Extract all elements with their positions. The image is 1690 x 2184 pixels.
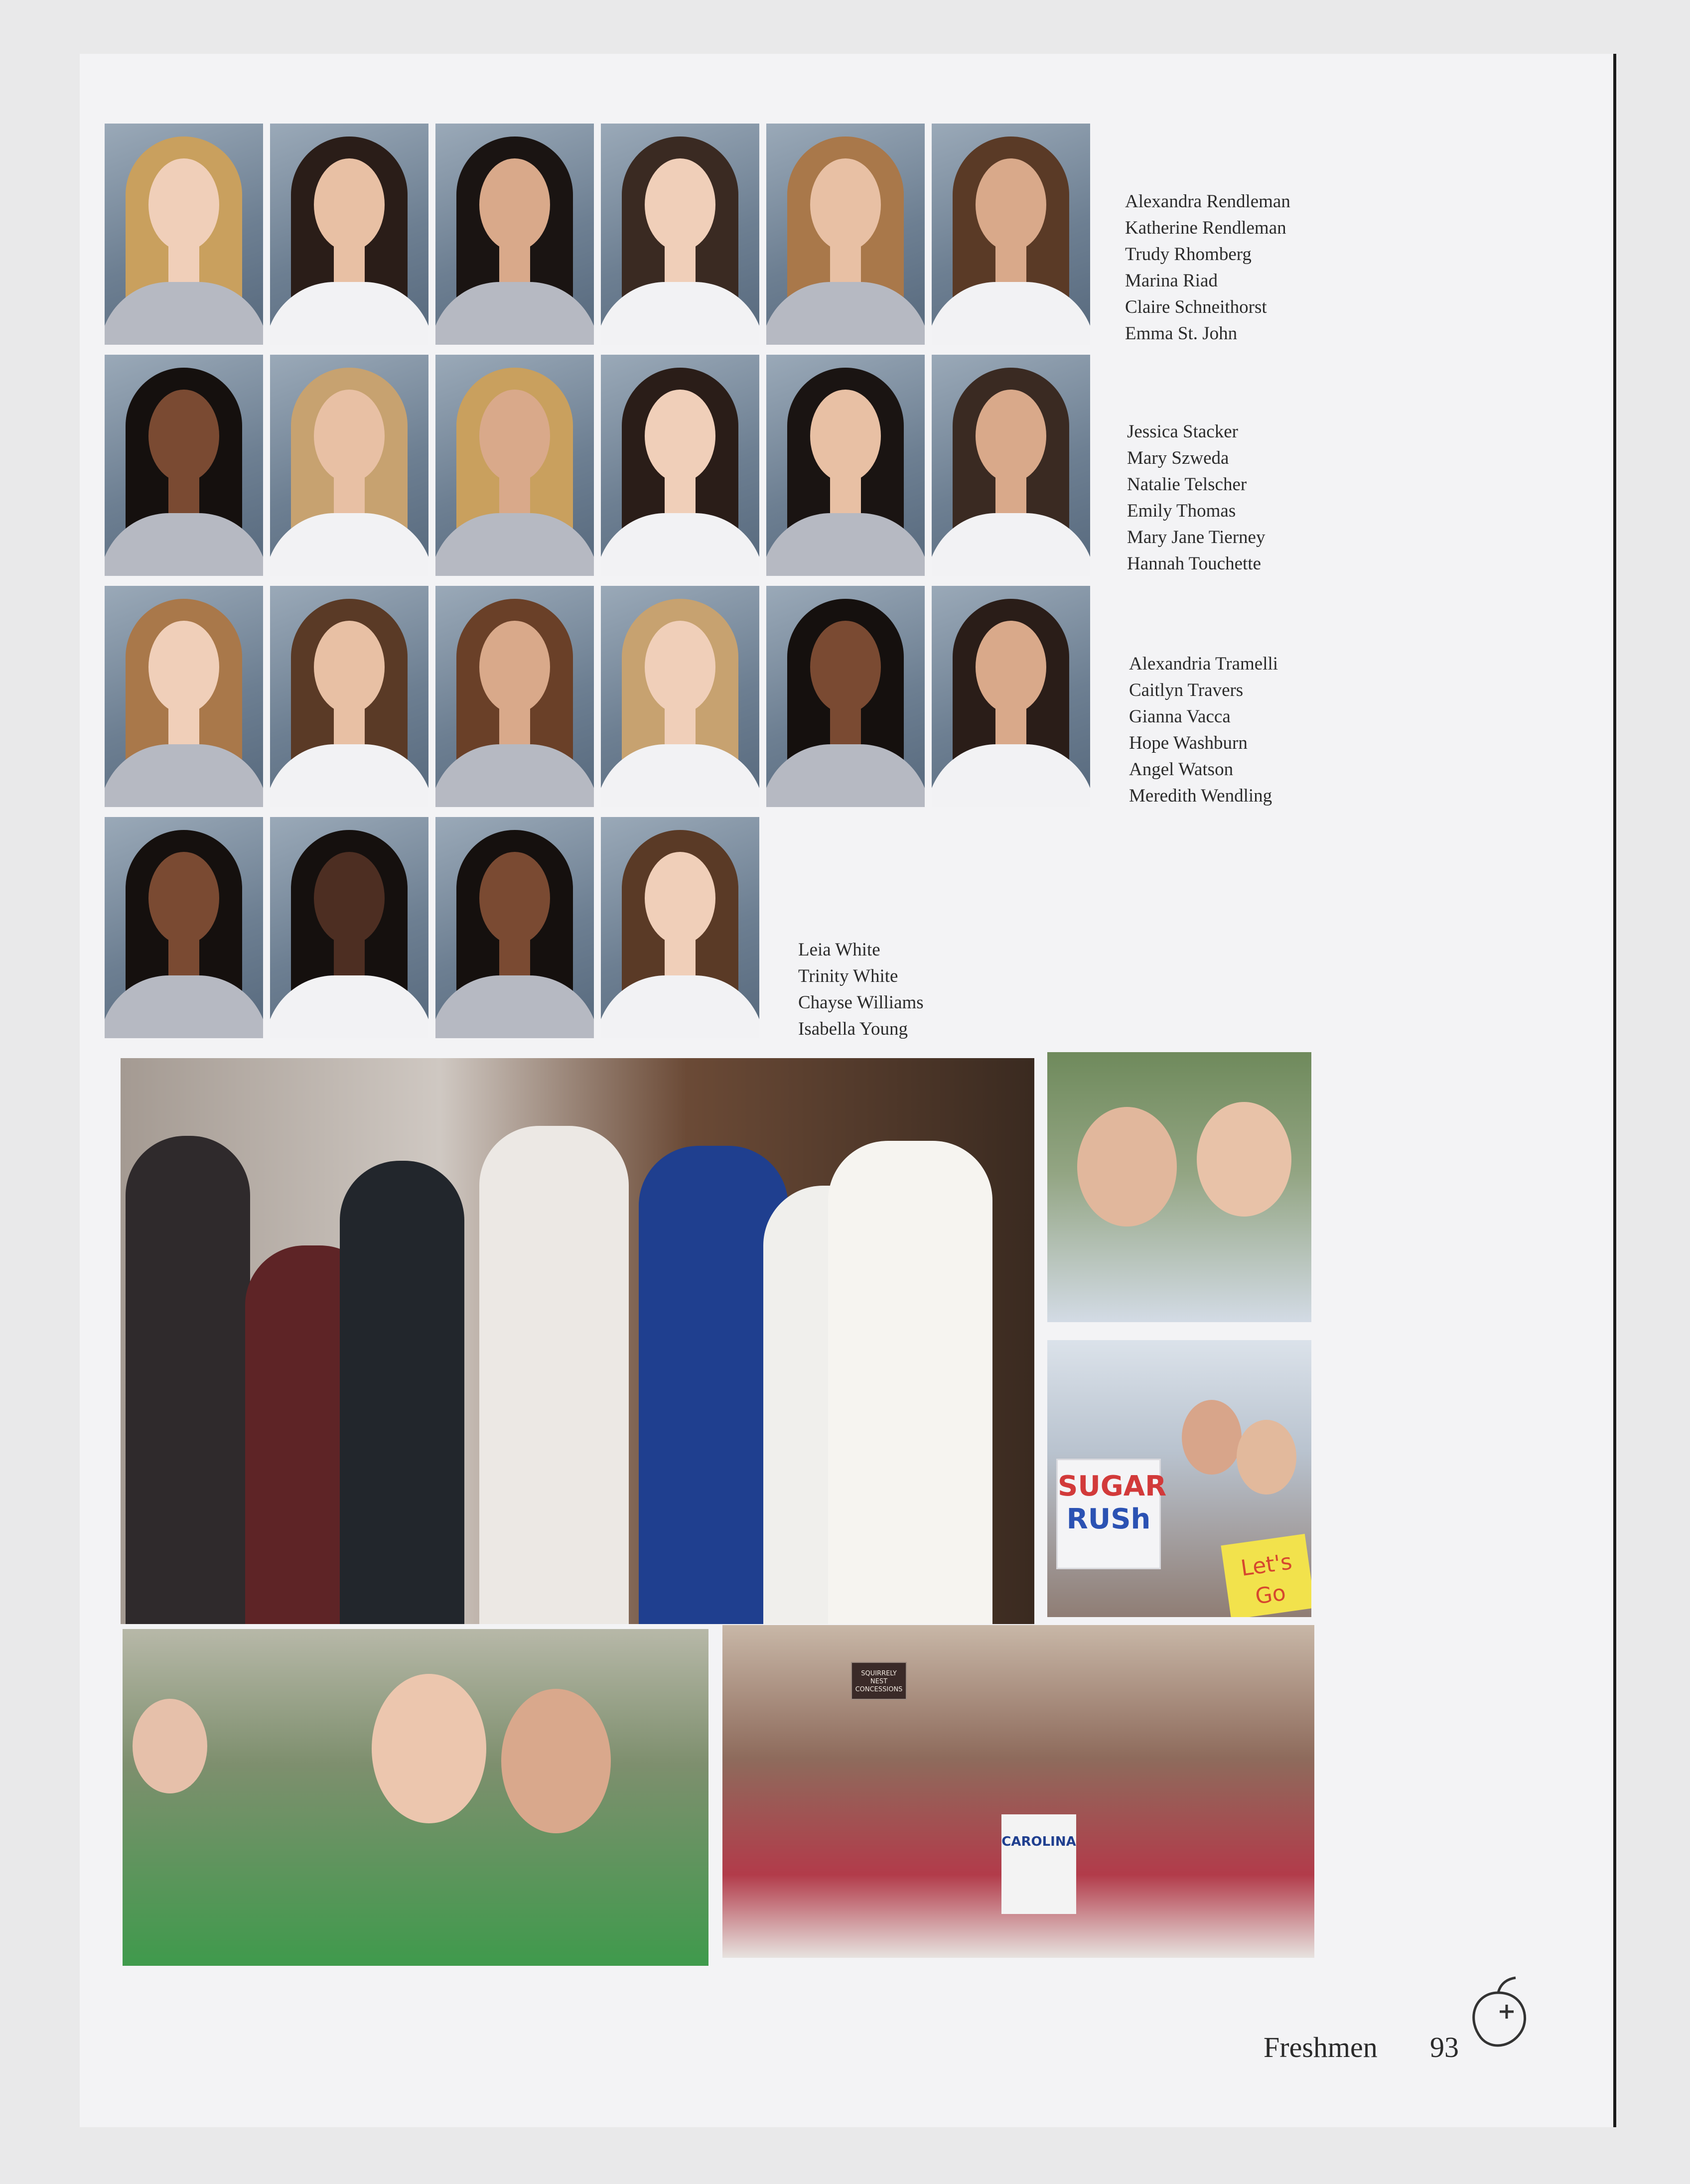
person-figure: [126, 1136, 250, 1624]
student-portrait: [105, 817, 263, 1038]
student-portrait: [105, 355, 263, 576]
portrait-face: [148, 390, 219, 482]
portrait-face: [645, 852, 715, 945]
student-name: Chayse Williams: [798, 992, 924, 1013]
student-portrait: [766, 586, 925, 807]
portrait-face: [810, 621, 881, 713]
name-list-row-1: [1125, 188, 1290, 347]
face: [1197, 1102, 1291, 1217]
face: [1077, 1107, 1177, 1227]
student-name: Meredith Wendling: [1129, 786, 1272, 806]
student-portrait: [601, 817, 759, 1038]
page-number: 93: [1430, 2031, 1459, 2063]
name-list-row-2: [1127, 418, 1265, 577]
student-name: Mary Szweda: [1127, 448, 1229, 468]
sign-word-sugar: SUGAR: [1058, 1470, 1167, 1502]
face: [372, 1674, 486, 1823]
portrait-face: [148, 852, 219, 945]
student-portrait: [270, 817, 428, 1038]
name-list-row-4: [798, 937, 924, 1042]
student-portrait: [435, 355, 594, 576]
face: [133, 1699, 207, 1793]
student-portrait: [105, 124, 263, 345]
student-name: Claire Schneithorst: [1125, 297, 1267, 317]
student-portrait: [766, 355, 925, 576]
student-name: Hannah Touchette: [1127, 553, 1261, 574]
face: [1182, 1400, 1242, 1475]
student-portrait: [435, 124, 594, 345]
portrait-face: [479, 158, 550, 251]
group-photo-formal-dresses: [121, 1058, 1034, 1624]
student-portrait: [601, 586, 759, 807]
portrait-face: [314, 390, 385, 482]
portrait-face: [976, 158, 1046, 251]
portrait-face: [976, 390, 1046, 482]
student-name: Hope Washburn: [1129, 733, 1248, 753]
student-portrait: [932, 586, 1090, 807]
student-portrait: [601, 124, 759, 345]
photo-group-hallway: [722, 1625, 1314, 1958]
carolina-shirt: CAROLINA: [1001, 1814, 1076, 1914]
person-figure: [479, 1126, 629, 1624]
student-portrait: [932, 355, 1090, 576]
portrait-face: [148, 158, 219, 251]
student-portrait: [105, 586, 263, 807]
portrait-face: [479, 852, 550, 945]
student-portrait: [435, 817, 594, 1038]
section-label: Freshmen: [1264, 2031, 1378, 2063]
person-figure: [828, 1141, 992, 1624]
name-list-row-3: [1129, 651, 1278, 809]
lets-go-sign: Let's Go: [1221, 1534, 1311, 1617]
portrait-face: [314, 852, 385, 945]
student-portrait: [270, 586, 428, 807]
student-portrait: [270, 124, 428, 345]
portrait-face: [148, 621, 219, 713]
portrait-face: [645, 621, 715, 713]
portrait-face: [314, 621, 385, 713]
student-name: Katherine Rendleman: [1125, 218, 1286, 238]
student-portrait: [766, 124, 925, 345]
concessions-sign: SQUIRRELY NEST CONCESSIONS: [851, 1662, 907, 1700]
sign-word-rush: RUSh: [1066, 1503, 1151, 1535]
student-portrait: [601, 355, 759, 576]
student-name: Marina Riad: [1125, 271, 1218, 291]
portrait-face: [479, 390, 550, 482]
portrait-face: [314, 158, 385, 251]
student-name: Natalie Telscher: [1127, 474, 1247, 495]
school-emblem-icon: [1461, 1973, 1536, 2057]
student-name: Trudy Rhomberg: [1125, 244, 1252, 265]
student-name: Gianna Vacca: [1129, 706, 1231, 727]
face: [501, 1689, 611, 1833]
face: [1237, 1420, 1296, 1495]
sugar-rush-sign: [1056, 1459, 1167, 1569]
portrait-face: [645, 390, 715, 482]
student-name: Alexandria Tramelli: [1129, 654, 1278, 674]
portrait-face: [810, 390, 881, 482]
person-figure: [340, 1161, 464, 1624]
portrait-face: [645, 158, 715, 251]
student-portrait: [932, 124, 1090, 345]
student-name: Isabella Young: [798, 1019, 908, 1039]
student-portrait: [435, 586, 594, 807]
student-name: Emma St. John: [1125, 323, 1238, 344]
student-name: Emily Thomas: [1127, 501, 1236, 521]
student-name: Trinity White: [798, 966, 898, 986]
student-portrait: [270, 355, 428, 576]
student-name: Alexandra Rendleman: [1125, 191, 1290, 212]
student-name: Leia White: [798, 940, 880, 960]
photo-two-friends: [1047, 1052, 1311, 1322]
photo-green-shirts: [123, 1629, 708, 1966]
student-name: Angel Watson: [1129, 759, 1234, 780]
student-name: Mary Jane Tierney: [1127, 527, 1266, 547]
student-name: Jessica Stacker: [1127, 421, 1238, 442]
photo-sugar-rush-sign: [1047, 1340, 1311, 1617]
student-name: Caitlyn Travers: [1129, 680, 1244, 700]
portrait-face: [479, 621, 550, 713]
portrait-face: [976, 621, 1046, 713]
portrait-face: [810, 158, 881, 251]
